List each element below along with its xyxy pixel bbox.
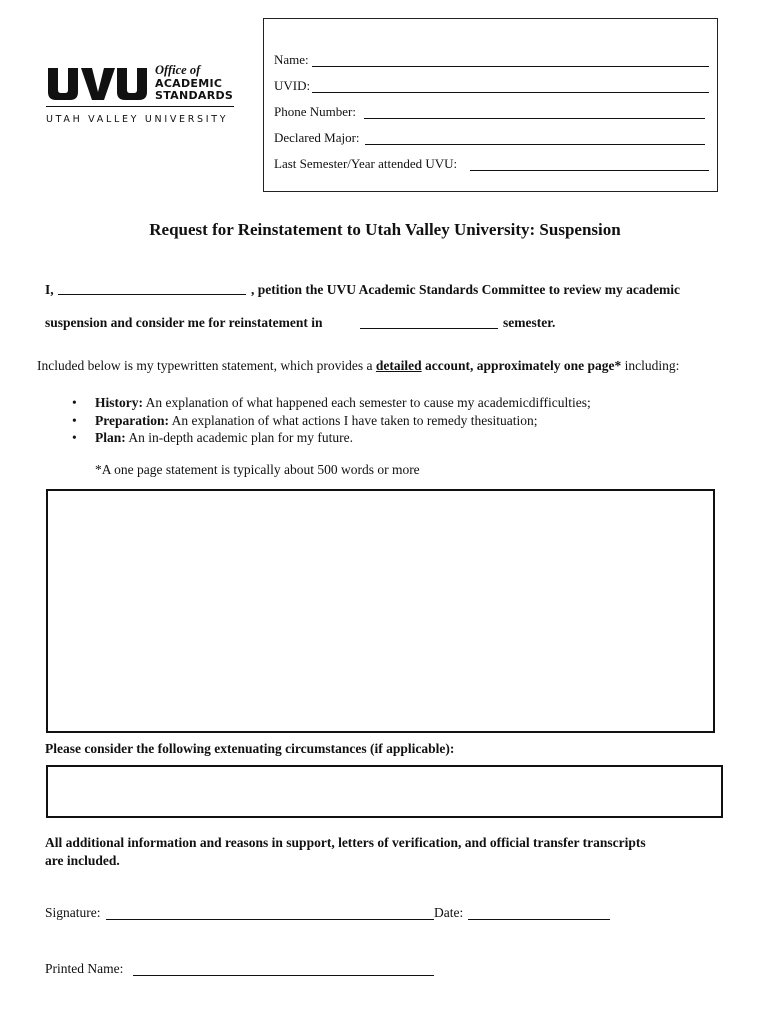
logo-university-name: UTAH VALLEY UNIVERSITY (46, 114, 229, 125)
circumstances-label: Please consider the following extenuating circumstances (if applicable): (45, 741, 455, 756)
office-of-academic-standards-logo (46, 64, 236, 134)
date-input-line[interactable] (468, 919, 610, 920)
bullet-icon: • (72, 395, 77, 410)
logo-letter-u2 (117, 68, 147, 100)
included-statement-text (37, 358, 679, 374)
included-before: Included below is my typewritten statement, which provides a (37, 358, 373, 373)
included-after: including: (624, 358, 680, 373)
word-count-note: *A one page statement is typically about 500 words or more (95, 462, 420, 477)
bullet-text: An explanation of what happened each semester to cause my academicdifficulties; (145, 395, 591, 410)
bullet-text: An in-depth academic plan for my future. (128, 430, 353, 445)
name-input-line[interactable] (312, 66, 709, 67)
list-item (72, 412, 591, 430)
name-label: Name: (274, 52, 309, 67)
bullet-text: An explanation of what actions I have taken to remedy thesituation; (171, 412, 538, 428)
circumstances-text-area[interactable] (46, 765, 723, 818)
requirements-list (72, 394, 591, 447)
petition-middle-text: , petition the UVU Academic Standards Committee to review my academic (251, 282, 681, 297)
logo-letter-u1 (48, 68, 78, 100)
logo-standards: STANDARDS (155, 89, 234, 102)
uvid-label: UVID: (274, 78, 311, 93)
declared-major-input-line[interactable] (365, 144, 705, 145)
petition-prefix: I, (45, 282, 54, 297)
logo-letter-v (81, 68, 115, 100)
included-bold-rest: account, approximately one page* (425, 358, 622, 373)
logo-academic: ACADEMIC (155, 77, 223, 90)
signature-label: Signature: (45, 905, 101, 920)
included-detailed: detailed (375, 358, 422, 373)
list-item (72, 429, 591, 447)
phone-number-label: Phone Number: (274, 104, 356, 119)
bullet-term: History: (95, 395, 143, 410)
logo-office-of: Office of (155, 63, 201, 77)
last-semester-label: Last Semester/Year attended UVU: (274, 156, 458, 171)
petition-line-2-prefix: suspension and consider me for reinstatement in (45, 315, 323, 330)
list-item (72, 394, 591, 412)
student-info-box (263, 18, 718, 192)
uvu-logo-mark (46, 66, 150, 102)
date-label: Date: (434, 905, 464, 920)
signature-input-line[interactable] (106, 919, 434, 920)
petition-line-2-suffix: semester. (503, 315, 556, 330)
bullet-term: Preparation: (95, 412, 169, 428)
declared-major-label: Declared Major: (274, 130, 360, 145)
additional-info-text: All additional information and reasons in support, letters of verification, and official transfer transcripts are included. (45, 835, 646, 868)
reinstatement-semester-input-line[interactable] (360, 328, 498, 329)
printed-name-input-line[interactable] (133, 975, 434, 976)
statement-text-area[interactable] (46, 489, 715, 733)
page-title: Request for Reinstatement to Utah Valley University: Suspension (149, 220, 621, 239)
last-semester-input-line[interactable] (470, 170, 709, 171)
petitioner-name-input-line[interactable] (58, 294, 246, 295)
bullet-term: Plan: (95, 430, 126, 445)
bullet-icon: • (72, 412, 77, 428)
petition-line-1 (45, 282, 54, 298)
bullet-icon: • (72, 430, 77, 445)
logo-divider (46, 106, 234, 107)
uvid-input-line[interactable] (312, 92, 709, 93)
printed-name-label: Printed Name: (45, 961, 124, 976)
phone-number-input-line[interactable] (364, 118, 705, 119)
